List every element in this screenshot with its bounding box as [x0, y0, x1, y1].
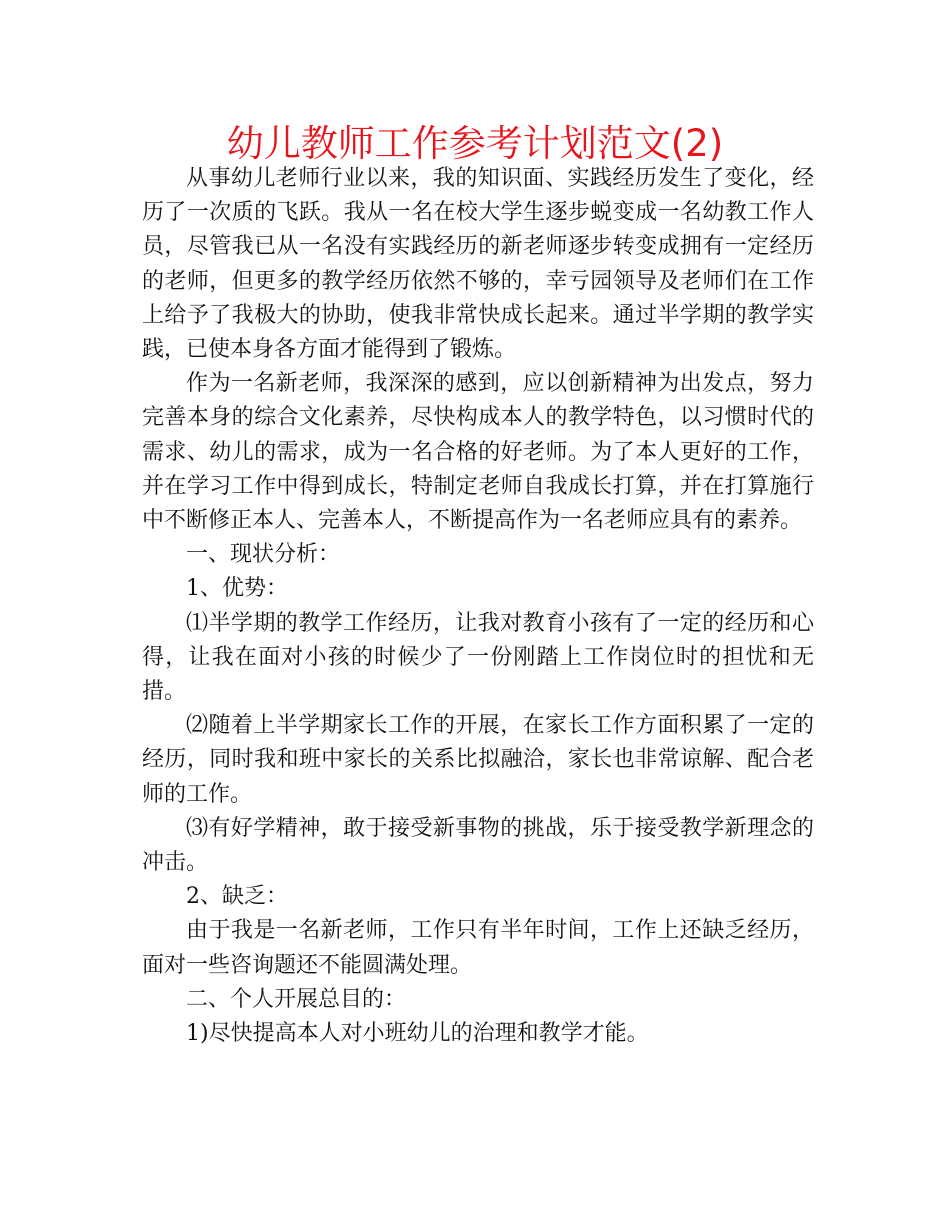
subheading-shortcomings: 2、缺乏：: [186, 884, 288, 910]
paragraph-goal-statement: 作为一名新老师，我深深的感到，应以创新精神为出发点，努力完善本身的综合文化素养，尽快构成本人的教学特色，以习惯时代的需求、幼儿的需求，成为一名合格的好老师。为了本人更好的工作，并在学习工作中得到成长，特制定老师自我成长打算，并在打算施行中不断修正本人、完善本人，不断提高作为一名老师应具有的素养。: [142, 371, 814, 534]
subheading-strengths: 1、优势：: [186, 576, 288, 602]
goal-item-1: 1)尽快提高本人对小班幼儿的治理和教学才能。: [186, 1021, 649, 1047]
document-title: 幼儿教师工作参考计划范文(2): [226, 122, 724, 165]
shortcoming-text: 由于我是一名新老师，工作只有半年时间，工作上还缺乏经历，面对一些咨询题还不能圆满处理。: [142, 918, 814, 978]
strength-item-1: ⑴半学期的教学工作经历，让我对教育小孩有了一定的经历和心得，让我在面对小孩的时候少了一份刚踏上工作岗位时的担忧和无措。: [142, 610, 814, 705]
strength-item-3: ⑶有好学精神，敢于接受新事物的挑战，乐于接受教学新理念的冲击。: [142, 815, 814, 876]
document-body: [142, 162, 814, 1051]
section-heading-development-goals: 二、个人开展总目的：: [186, 986, 407, 1012]
strength-item-2: ⑵随着上半学期家长工作的开展，在家长工作方面积累了一定的经历，同时我和班中家长的关系比拟融洽，家长也非常谅解、配合老师的工作。: [142, 713, 814, 807]
section-heading-status-analysis: 一、现状分析：: [186, 542, 341, 568]
paragraph-intro: 从事幼儿老师行业以来，我的知识面、实践经历发生了变化，经历了一次质的飞跃。我从一名在校大学生逐步蜕变成一名幼教工作人员，尽管我已从一名没有实践经历的新老师逐步转变成拥有一定经历的老师，但更多的教学经历依然不够的，幸亏园领导及老师们在工作上给予了我极大的协助，使我非常快成长起来。通过半学期的教学实践，已使本身各方面才能得到了锻炼。: [142, 166, 814, 363]
